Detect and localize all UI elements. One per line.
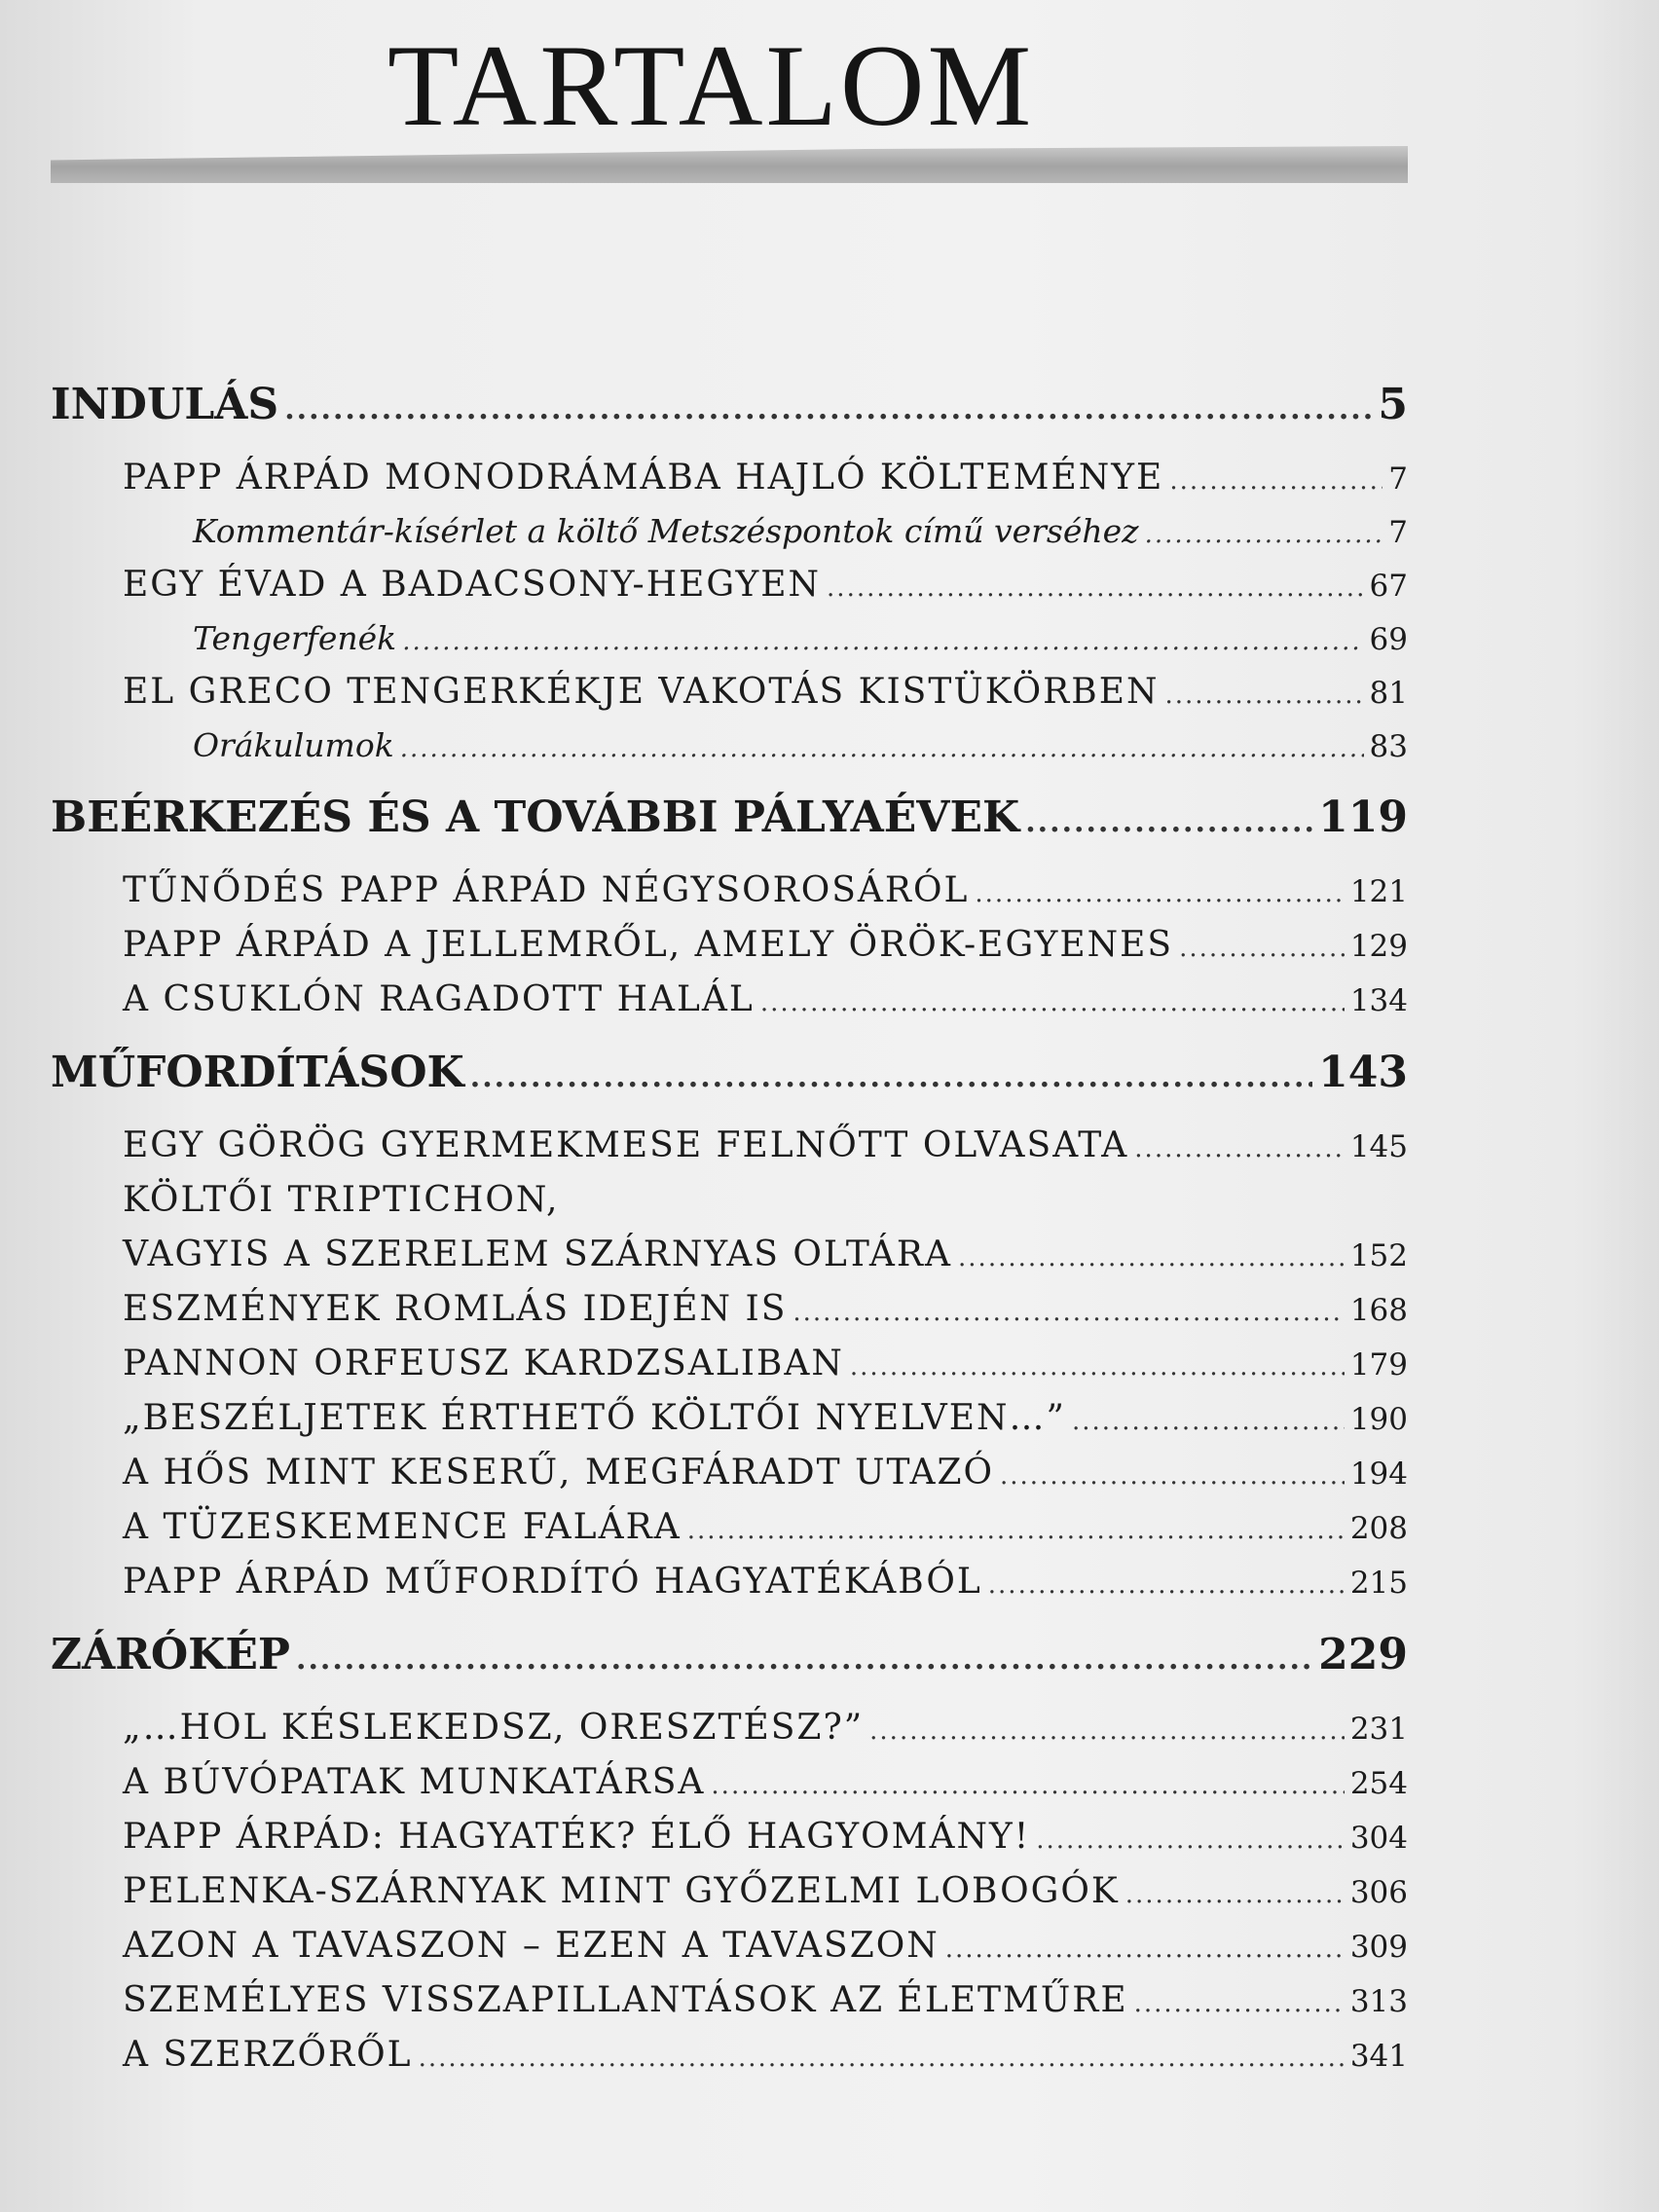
dot-leader	[296, 1642, 1312, 1677]
toc-entry-title: A TÜZESKEMENCE FALÁRA	[123, 1507, 682, 1547]
section-gap	[51, 1616, 1408, 1630]
toc-entry-title: INDULÁS	[51, 380, 279, 429]
section-gap	[51, 1034, 1408, 1048]
toc-entry	[51, 870, 1408, 925]
dot-leader	[1125, 1880, 1345, 1909]
toc-entry-title: A SZERZŐRŐL	[123, 2035, 413, 2075]
toc-entry-title: A BÚVÓPATAK MUNKATÁRSA	[123, 1762, 706, 1802]
dot-leader	[284, 392, 1372, 426]
toc-page-number: 129	[1349, 929, 1408, 964]
toc-entry	[51, 2035, 1408, 2089]
toc-entry-title: A HŐS MINT KESERŰ, MEGFÁRADT UTAZÓ	[123, 1453, 995, 1493]
toc-entry	[51, 1125, 1408, 1180]
toc-entry	[51, 1344, 1408, 1398]
toc-section	[51, 1630, 1408, 1700]
dot-leader	[760, 988, 1345, 1017]
dot-leader	[1134, 1134, 1345, 1163]
heading-gap	[51, 450, 1408, 458]
toc-page-number: 313	[1349, 1984, 1408, 2019]
toc-page-number: 168	[1349, 1293, 1408, 1328]
toc-entry	[51, 672, 1408, 726]
toc-entry-title: PANNON ORFEUSZ KARDZSALIBAN	[123, 1344, 844, 1383]
toc-section	[51, 1048, 1408, 1118]
toc-page-number: 190	[1349, 1402, 1408, 1437]
toc-page-number: 304	[1349, 1821, 1408, 1856]
toc-entry	[51, 1980, 1408, 2035]
toc-subentry	[51, 512, 1408, 565]
toc-entry-title: ZÁRÓKÉP	[51, 1630, 291, 1679]
toc-entry-title: PAPP ÁRPÁD A JELLEMRŐL, AMELY ÖRÖK-EGYENES	[123, 925, 1174, 965]
toc-page-number: 69	[1369, 622, 1408, 657]
toc-entry	[51, 565, 1408, 619]
toc-entry	[51, 458, 1408, 512]
toc-page-number: 306	[1349, 1875, 1408, 1910]
toc-subentry	[51, 726, 1408, 779]
section-gap	[51, 779, 1408, 793]
dot-leader	[827, 573, 1364, 603]
toc-entry-title: TŰNŐDÉS PAPP ÁRPÁD NÉGYSOROSÁRÓL	[123, 870, 970, 910]
toc-page-number: 179	[1349, 1347, 1408, 1382]
toc-page-number: 145	[1349, 1129, 1408, 1164]
toc-subentry	[51, 619, 1408, 672]
heading-gap	[51, 1700, 1408, 1708]
toc-page-number: 194	[1349, 1456, 1408, 1492]
toc-entry	[51, 1180, 1408, 1235]
toc-page-number: 81	[1369, 676, 1408, 711]
toc-entry-title: PAPP ÁRPÁD MŰFORDÍTÓ HAGYATÉKÁBÓL	[123, 1562, 982, 1602]
toc-entry-title: VAGYIS A SZERELEM SZÁRNYAS OLTÁRA	[123, 1235, 953, 1274]
toc-entry	[51, 1871, 1408, 1926]
toc-page-number: 134	[1349, 983, 1408, 1018]
dot-leader	[793, 1298, 1344, 1327]
title-underline-bar	[51, 146, 1408, 183]
toc-entry-title: MŰFORDÍTÁSOK	[51, 1048, 464, 1097]
toc-entry	[51, 1817, 1408, 1871]
toc-entry-title: BEÉRKEZÉS ÉS A TOVÁBBI PÁLYAÉVEK	[51, 793, 1020, 842]
toc-entry-title: EGY GÖRÖG GYERMEKMESE FELNŐTT OLVASATA	[123, 1125, 1129, 1165]
dot-leader	[975, 879, 1344, 908]
dot-leader	[1169, 466, 1382, 496]
dot-leader	[1036, 1825, 1345, 1855]
toc-entry	[51, 1398, 1408, 1453]
toc-entry-title: EGY ÉVAD A BADACSONY-HEGYEN	[123, 565, 822, 605]
toc-entry	[51, 1926, 1408, 1980]
toc-page-number: 7	[1388, 515, 1408, 550]
toc-page-number: 5	[1378, 380, 1408, 429]
toc-entry-title: Tengerfenék	[193, 619, 397, 657]
dot-leader	[711, 1771, 1344, 1800]
toc-entry	[51, 1708, 1408, 1762]
toc-entry-title: PELENKA-SZÁRNYAK MINT GYŐZELMI LOBOGÓK	[123, 1871, 1120, 1911]
toc-page-number: 208	[1349, 1511, 1408, 1546]
dot-leader	[470, 1060, 1312, 1094]
toc-entry-title: SZEMÉLYES VISSZAPILLANTÁSOK AZ ÉLETMŰRE	[123, 1980, 1128, 2020]
toc-entry-title: EL GRECO TENGERKÉKJE VAKOTÁS KISTÜKÖRBEN	[123, 672, 1160, 712]
dot-leader	[400, 734, 1364, 763]
toc-page-number: 119	[1318, 793, 1408, 842]
toc-entry	[51, 1507, 1408, 1562]
dot-leader	[958, 1243, 1345, 1272]
toc-page-number: 254	[1349, 1766, 1408, 1801]
page-shadow	[1571, 0, 1659, 2212]
toc-entry	[51, 1562, 1408, 1616]
toc-page-number: 229	[1318, 1630, 1408, 1679]
toc-section	[51, 380, 1408, 450]
dot-leader	[850, 1352, 1345, 1382]
toc-page-number: 309	[1349, 1930, 1408, 1965]
toc-entry-title: ESZMÉNYEK ROMLÁS IDEJÉN IS	[123, 1289, 788, 1329]
dot-leader	[869, 1716, 1345, 1746]
toc-entry-title: PAPP ÁRPÁD: HAGYATÉK? ÉLŐ HAGYOMÁNY!	[123, 1817, 1031, 1857]
toc-page-number: 152	[1349, 1238, 1408, 1273]
toc-entry	[51, 1235, 1408, 1289]
toc-section	[51, 793, 1408, 863]
dot-leader	[1179, 934, 1345, 963]
toc-entry	[51, 979, 1408, 1034]
toc-entry	[51, 925, 1408, 979]
toc-page-number: 83	[1369, 729, 1408, 764]
dot-leader	[1164, 681, 1363, 710]
heading-gap	[51, 1118, 1408, 1125]
toc-entry-title: AZON A TAVASZON – EZEN A TAVASZON	[123, 1926, 940, 1966]
toc-page-number: 67	[1369, 569, 1408, 604]
toc-page-number: 121	[1349, 874, 1408, 909]
toc-page-number: 7	[1388, 461, 1408, 497]
toc-entry	[51, 1453, 1408, 1507]
dot-leader	[945, 1935, 1345, 1964]
toc-page-number: 341	[1349, 2039, 1408, 2074]
dot-leader	[1000, 1461, 1345, 1491]
dot-leader	[687, 1516, 1345, 1545]
toc-entry-title: „BESZÉLJETEK ÉRTHETŐ KÖLTŐI NYELVEN…”	[123, 1398, 1066, 1438]
dot-leader	[1145, 520, 1383, 549]
dot-leader	[402, 627, 1363, 656]
toc-entry-title: A CSUKLÓN RAGADOTT HALÁL	[123, 979, 755, 1019]
dot-leader	[1072, 1407, 1345, 1436]
toc-entry-title: KÖLTŐI TRIPTICHON,	[123, 1180, 560, 1220]
table-of-contents	[51, 380, 1408, 2089]
dot-leader	[1134, 1989, 1345, 2018]
toc-entry-title: PAPP ÁRPÁD MONODRÁMÁBA HAJLÓ KÖLTEMÉNYE	[123, 458, 1164, 498]
toc-page-number: 143	[1318, 1048, 1408, 1097]
toc-page-number: 231	[1349, 1712, 1408, 1747]
toc-entry	[51, 1289, 1408, 1344]
toc-entry-title: Orákulumok	[193, 726, 394, 764]
toc-page-number: 215	[1349, 1566, 1408, 1601]
toc-entry-title: „…HOL KÉSLEKEDSZ, ORESZTÉSZ?”	[123, 1708, 865, 1748]
page-title: TARTALOM	[387, 20, 1035, 150]
dot-leader	[419, 2044, 1345, 2073]
heading-gap	[51, 863, 1408, 870]
toc-entry	[51, 1762, 1408, 1817]
toc-entry-title: Kommentár-kísérlet a költő Metszéspontok című verséhez	[193, 512, 1139, 550]
dot-leader	[1025, 805, 1312, 839]
dot-leader	[988, 1570, 1345, 1600]
